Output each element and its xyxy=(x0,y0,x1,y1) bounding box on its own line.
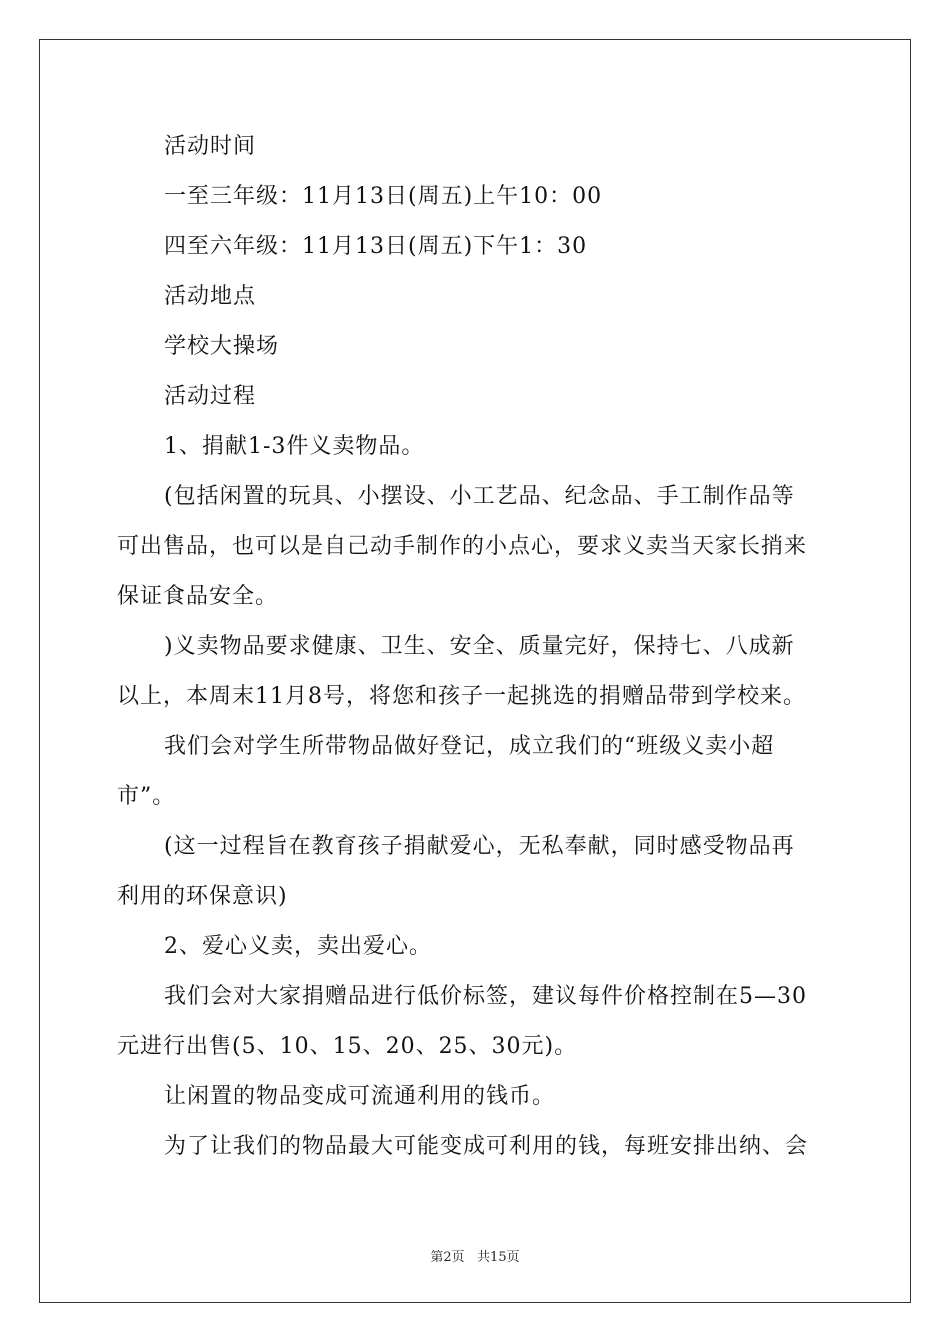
paragraph-line: 活动时间 xyxy=(164,134,257,159)
paragraph-line: 元进行出售(5、10、15、20、25、30元)。 xyxy=(117,1034,578,1059)
paragraph-line: 我们会对学生所带物品做好登记，成立我们的“班级义卖小超 xyxy=(164,734,775,759)
paragraph-line: 活动地点 xyxy=(164,284,257,309)
paragraph-line: 以上，本周末11月8号，将您和孩子一起挑选的捐赠品带到学校来。 xyxy=(117,684,806,709)
paragraph-line: 四至六年级：11月13日(周五)下午1：30 xyxy=(164,234,588,259)
paragraph-line: 2、爱心义卖，卖出爱心。 xyxy=(164,934,432,959)
paragraph-line: 学校大操场 xyxy=(164,334,280,359)
paragraph-line: 保证食品安全。 xyxy=(117,584,279,609)
paragraph-line: 利用的环保意识) xyxy=(117,884,288,909)
paragraph-line: 一至三年级：11月13日(周五)上午10：00 xyxy=(164,184,603,209)
paragraph-line: 让闲置的物品变成可流通利用的钱币。 xyxy=(164,1084,556,1109)
paragraph-line: 为了让我们的物品最大可能变成可利用的钱，每班安排出纳、会 xyxy=(164,1134,809,1159)
paragraph-line: 1、捐献1-3件义卖物品。 xyxy=(164,434,425,459)
paragraph-line: 活动过程 xyxy=(164,384,257,409)
document-body xyxy=(117,122,833,1172)
paragraph-line: 市”。 xyxy=(117,784,176,809)
paragraph-line: (这一过程旨在教育孩子捐献爱心，无私奉献，同时感受物品再 xyxy=(164,834,795,859)
paragraph-line: 可出售品，也可以是自己动手制作的小点心，要求义卖当天家长捎来 xyxy=(117,534,808,559)
paragraph-line: 我们会对大家捐赠品进行低价标签，建议每件价格控制在5—30 xyxy=(164,984,807,1009)
paragraph-line: )义卖物品要求健康、卫生、安全、质量完好，保持七、八成新 xyxy=(164,634,795,659)
paragraph-line: (包括闲置的玩具、小摆设、小工艺品、纪念品、手工制作品等 xyxy=(164,484,795,509)
page-footer: 第2页 共15页 xyxy=(430,1250,520,1265)
